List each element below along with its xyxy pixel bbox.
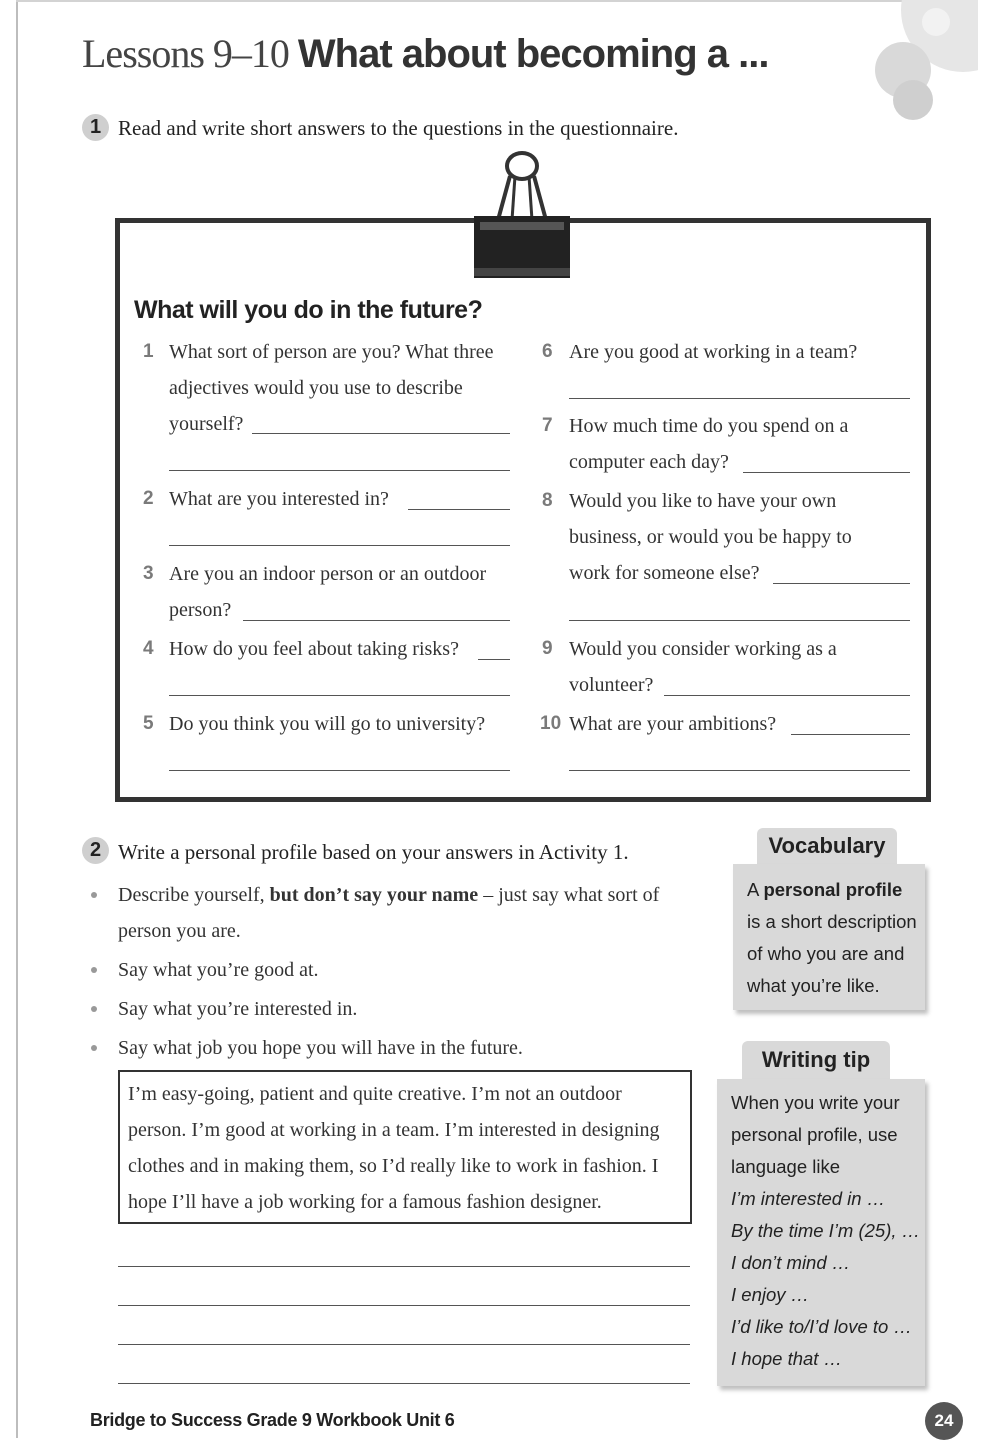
- bullet-icon: [91, 967, 97, 973]
- sample-line: I’m easy-going, patient and quite creative. I’m not an outdoor: [128, 1083, 622, 1105]
- activity-2-instruction: Write a personal profile based on your answers in Activity 1.: [118, 840, 629, 864]
- question-8-line-1: Would you like to have your own: [569, 490, 837, 512]
- answer-line[interactable]: [169, 770, 510, 771]
- writing-tip-example: I don’t mind …: [731, 1252, 851, 1273]
- vocabulary-line-2: is a short description: [747, 911, 917, 932]
- writing-tip-example: I enjoy …: [731, 1284, 810, 1305]
- bullet-1-bold: but don’t say your name: [269, 884, 479, 906]
- question-1-line-2: adjectives would you use to describe: [169, 377, 463, 399]
- answer-line[interactable]: [743, 472, 910, 473]
- vocabulary-term: personal profile: [763, 879, 903, 900]
- sample-line: person. I’m good at working in a team. I’m interested in designing: [128, 1119, 660, 1141]
- questionnaire-title: What will you do in the future?: [134, 296, 483, 324]
- bullet-icon: [91, 892, 97, 898]
- writing-line[interactable]: [118, 1266, 690, 1267]
- question-9-number: 9: [542, 638, 553, 659]
- question-7-line-1: How much time do you spend on a: [569, 415, 849, 437]
- activity-2-number: 2: [82, 837, 109, 864]
- question-6-number: 6: [542, 341, 553, 362]
- bullet-3: Say what you’re interested in.: [118, 998, 358, 1020]
- question-5-text: Do you think you will go to university?: [169, 713, 486, 735]
- question-8-line-2: business, or would you be happy to: [569, 526, 852, 548]
- writing-tip-example: I hope that …: [731, 1348, 843, 1369]
- answer-line[interactable]: [791, 734, 910, 735]
- bullet-2: Say what you’re good at.: [118, 959, 319, 981]
- question-6-text: Are you good at working in a team?: [569, 341, 858, 363]
- question-1-line-3: yourself?: [169, 413, 244, 435]
- lesson-heading: What about becoming a ...: [297, 32, 769, 76]
- answer-line[interactable]: [169, 545, 510, 546]
- activity-1-number: 1: [82, 114, 109, 141]
- writing-tip-line: language like: [731, 1156, 841, 1177]
- question-9-line-2: volunteer?: [569, 674, 654, 696]
- bullet-1-line-1: [118, 877, 659, 913]
- question-9-line-1: Would you consider working as a: [569, 638, 837, 660]
- bullet-4: Say what job you hope you will have in the future.: [118, 1037, 523, 1059]
- vocabulary-line-1: [747, 874, 925, 906]
- answer-line[interactable]: [169, 470, 510, 471]
- page-left-rule: [16, 0, 18, 1438]
- sample-profile-text: [128, 1076, 688, 1220]
- question-10-text: What are your ambitions?: [569, 713, 777, 735]
- writing-tip-example: I’d like to/I’d love to …: [731, 1316, 912, 1337]
- sample-line: hope I’ll have a job working for a famous fashion designer.: [128, 1191, 602, 1213]
- binder-clip-icon: [472, 150, 572, 284]
- writing-tip-heading: Writing tip: [742, 1041, 890, 1079]
- bullet-1-part-2: – just say what sort of: [483, 884, 660, 906]
- vocabulary-line-3: of who you are and: [747, 943, 905, 964]
- question-8-line-3: work for someone else?: [569, 562, 760, 584]
- answer-line[interactable]: [252, 433, 510, 434]
- page-title: [82, 30, 768, 77]
- question-10-number: 10: [540, 713, 562, 734]
- question-2-text: What are you interested in?: [169, 488, 389, 510]
- decorative-circles: [868, 0, 978, 130]
- answer-line[interactable]: [569, 620, 910, 621]
- page-top-rule: [16, 0, 978, 2]
- writing-tip-box: [717, 1079, 925, 1386]
- answer-line[interactable]: [478, 659, 510, 660]
- writing-line[interactable]: [118, 1383, 690, 1384]
- question-8-number: 8: [542, 490, 553, 511]
- writing-tip-line: When you write your: [731, 1092, 900, 1113]
- question-1-number: 1: [143, 341, 154, 362]
- question-3-number: 3: [143, 563, 154, 584]
- writing-tip-example: I’m interested in …: [731, 1188, 886, 1209]
- vocabulary-line-4: what you’re like.: [747, 975, 880, 996]
- question-4-number: 4: [143, 638, 154, 659]
- question-3-line-1: Are you an indoor person or an outdoor: [169, 563, 487, 585]
- answer-line[interactable]: [569, 398, 910, 399]
- answer-line[interactable]: [773, 583, 910, 584]
- question-1-line-1: What sort of person are you? What three: [169, 341, 494, 363]
- writing-tip-line: personal profile, use: [731, 1124, 898, 1145]
- sample-line: clothes and in making them, so I’d really like to work in fashion. I: [128, 1155, 659, 1177]
- vocabulary-box: [733, 864, 925, 1010]
- writing-line[interactable]: [118, 1305, 690, 1306]
- bullet-1-line-2: person you are.: [118, 920, 241, 942]
- vocabulary-heading: Vocabulary: [757, 828, 897, 864]
- activity-1-instruction: Read and write short answers to the questions in the questionnaire.: [118, 116, 679, 140]
- bullet-icon: [91, 1006, 97, 1012]
- answer-line[interactable]: [569, 770, 910, 771]
- footer-text: Bridge to Success Grade 9 Workbook Unit 6: [90, 1410, 455, 1430]
- answer-line[interactable]: [169, 695, 510, 696]
- question-7-number: 7: [542, 415, 553, 436]
- vocabulary-article: A: [747, 879, 759, 900]
- question-2-number: 2: [143, 488, 154, 509]
- bullet-1-part-1: Describe yourself,: [118, 884, 265, 906]
- question-3-line-2: person?: [169, 599, 232, 621]
- bullet-icon: [91, 1045, 97, 1051]
- question-5-number: 5: [143, 713, 154, 734]
- question-4-text: How do you feel about taking risks?: [169, 638, 459, 660]
- answer-line[interactable]: [408, 509, 510, 510]
- writing-tip-example: By the time I’m (25), …: [731, 1220, 921, 1241]
- question-7-line-2: computer each day?: [569, 451, 729, 473]
- lessons-label: Lessons 9–10: [82, 31, 289, 76]
- page-number: 24: [925, 1402, 963, 1440]
- answer-line[interactable]: [243, 620, 510, 621]
- writing-line[interactable]: [118, 1344, 690, 1345]
- answer-line[interactable]: [664, 695, 910, 696]
- sample-profile-box: [118, 1070, 692, 1224]
